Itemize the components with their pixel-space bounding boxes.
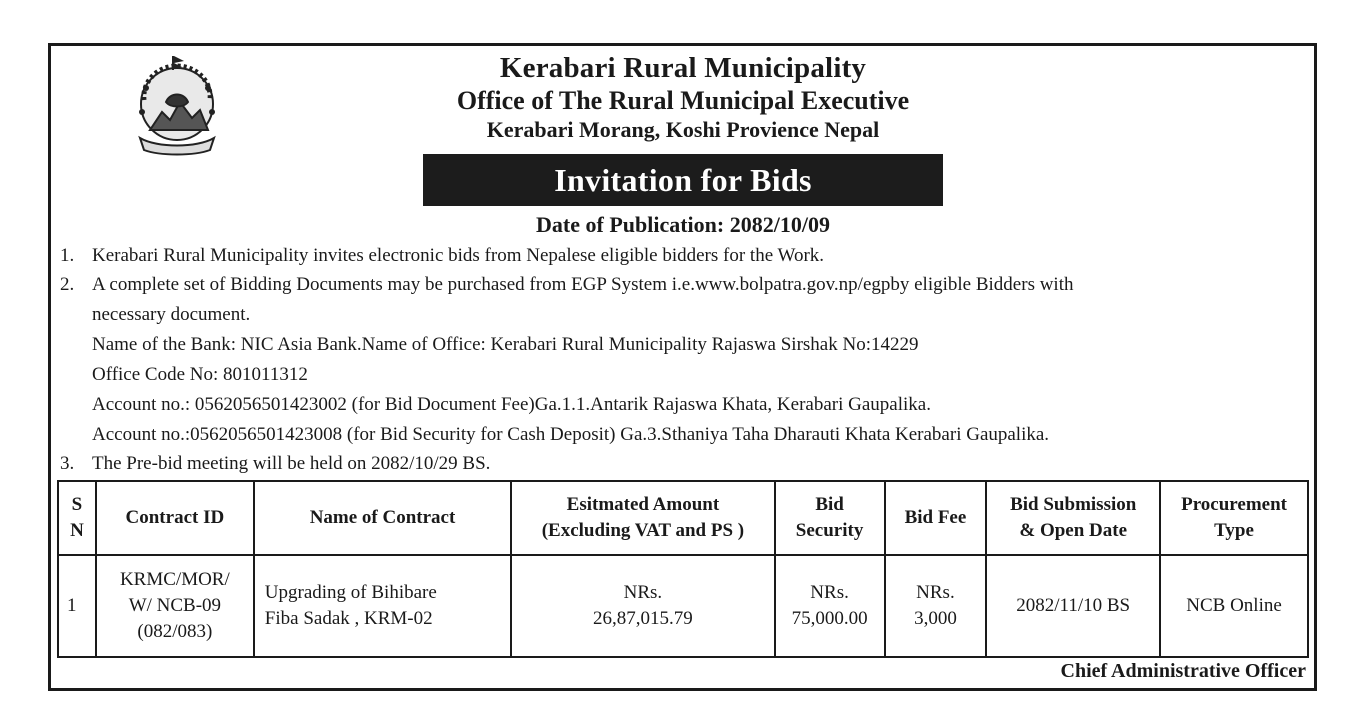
office-code-line: Office Code No: 801011312 bbox=[92, 364, 308, 385]
clause-1 bbox=[60, 241, 1312, 271]
header-contract-name: Name of Contract bbox=[254, 481, 511, 555]
account-fee-line: Account no.: 0562056501423002 (for Bid Document Fee)Ga.1.1.Antarik Rajaswa Khata, Kerabari Gaupalika. bbox=[92, 394, 931, 415]
notice-title: Invitation for Bids bbox=[554, 161, 812, 198]
clause-text: The Pre-bid meeting will be held on 2082/10/29 BS. bbox=[92, 453, 491, 474]
publication-date: Date of Publication: 2082/10/09 bbox=[536, 212, 830, 237]
office-address: Kerabari Morang, Koshi Provience Nepal bbox=[486, 117, 880, 142]
header-contract-id: Contract ID bbox=[96, 481, 254, 555]
header-submission-date: Bid Submission & Open Date bbox=[986, 481, 1160, 555]
header-procurement-type: Procurement Type bbox=[1160, 481, 1308, 555]
clause-2 bbox=[60, 270, 1312, 450]
clause-line: necessary document. bbox=[92, 304, 251, 325]
cell-bid-security: NRs. 75,000.00 bbox=[775, 555, 885, 657]
clause-text: A complete set of Bidding Documents may be purchased from EGP System i.e.www.bolpatra.gov.np/egpby eligible Bidders with bbox=[92, 274, 1074, 295]
bids-table bbox=[57, 480, 1309, 658]
office-name: Office of The Rural Municipal Executive bbox=[456, 86, 910, 115]
cell-bid-fee: NRs. 3,000 bbox=[885, 555, 987, 657]
cell-contract-id: KRMC/MOR/ W/ NCB-09 (082/083) bbox=[96, 555, 254, 657]
header-estimated-amount: Esitmated Amount (Excluding VAT and PS ) bbox=[511, 481, 774, 555]
cell-procurement-type: NCB Online bbox=[1160, 555, 1308, 657]
clause-number: 1. bbox=[60, 245, 75, 266]
table-header-row bbox=[58, 481, 1308, 555]
cell-contract-name: Upgrading of Bihibare Fiba Sadak , KRM-02 bbox=[254, 555, 511, 657]
cell-sn: 1 bbox=[58, 555, 96, 657]
cell-submission-date: 2082/11/10 BS bbox=[986, 555, 1160, 657]
municipality-name: Kerabari Rural Municipality bbox=[499, 52, 867, 84]
cell-estimated-amount: NRs. 26,87,015.79 bbox=[511, 555, 774, 657]
header-bid-fee: Bid Fee bbox=[885, 481, 987, 555]
clause-number: 3. bbox=[60, 453, 75, 474]
header-sn: S N bbox=[58, 481, 96, 555]
bank-details-line: Name of the Bank: NIC Asia Bank.Name of Office: Kerabari Rural Municipality Rajaswa Sirshak No:14229 bbox=[92, 334, 919, 355]
table-row bbox=[58, 555, 1308, 657]
clause-number: 2. bbox=[60, 274, 75, 295]
account-security-line: Account no.:0562056501423008 (for Bid Security for Cash Deposit) Ga.3.Sthaniya Taha Dharauti Khata Kerabari Gaupalika. bbox=[92, 424, 1050, 445]
clause-text: Kerabari Rural Municipality invites electronic bids from Nepalese eligible bidders for the Work. bbox=[92, 245, 825, 266]
header-bid-security: Bid Security bbox=[775, 481, 885, 555]
clause-3 bbox=[60, 449, 1312, 479]
notice-title-banner bbox=[423, 154, 943, 206]
signatory-title: Chief Administrative Officer bbox=[1060, 660, 1306, 682]
